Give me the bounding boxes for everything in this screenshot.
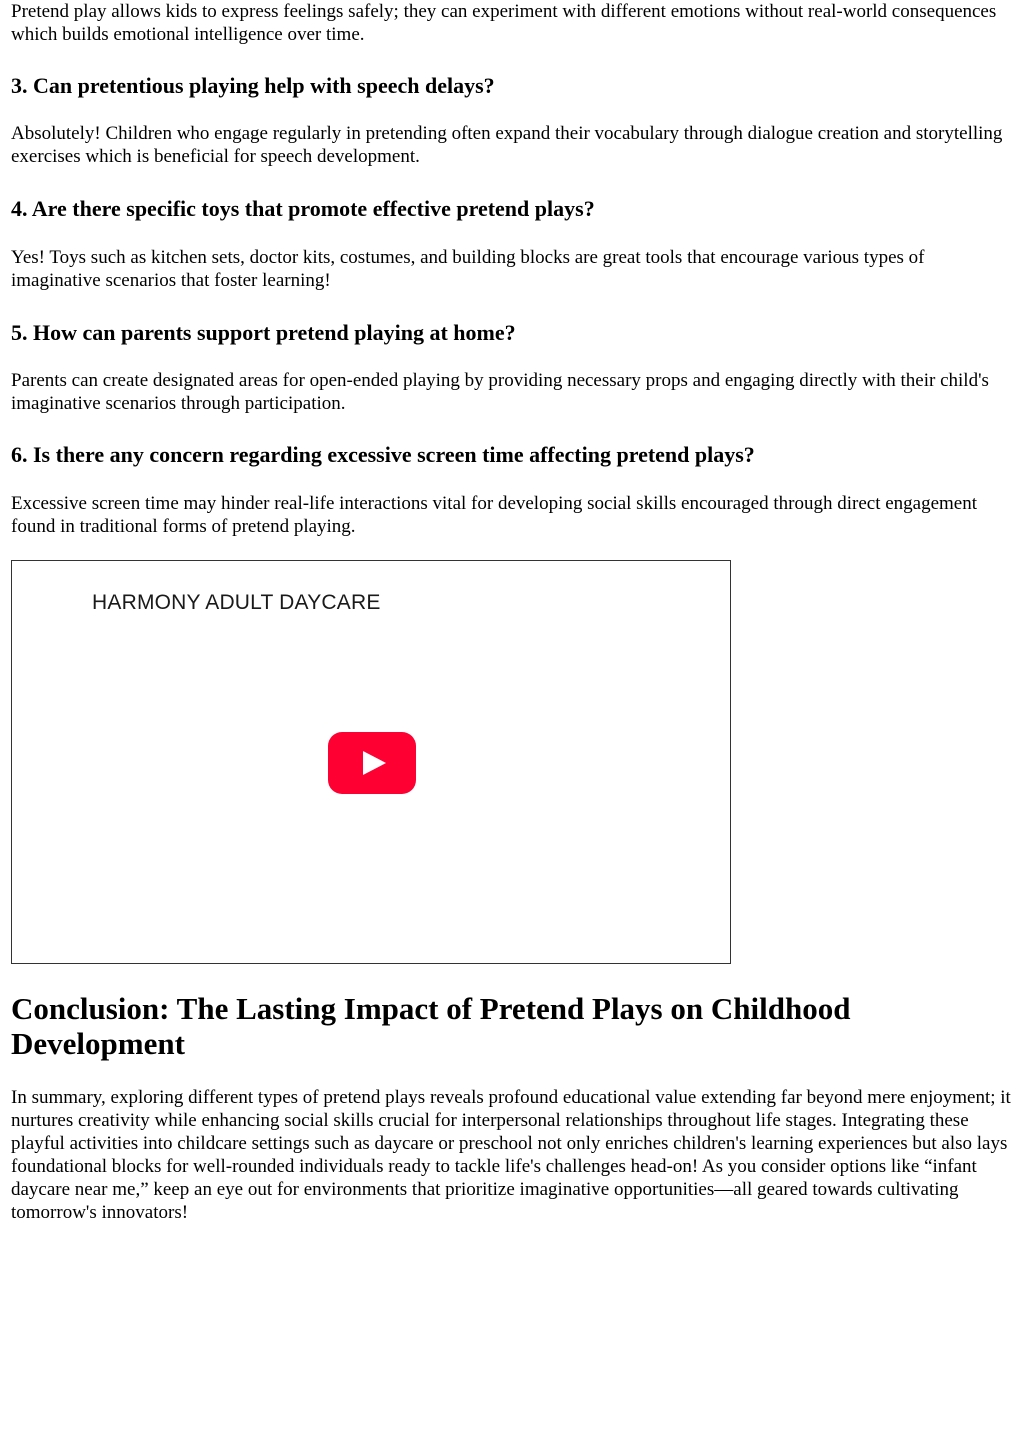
faq-question-4: 4. Are there specific toys that promote effective pretend plays? — [11, 196, 595, 221]
conclusion-heading: Conclusion: The Lasting Impact of Pretend Plays on Childhood Development — [11, 991, 851, 1061]
faq-answer-3: Absolutely! Children who engage regularly in pretending often expand their vocabulary through dialogue creation and storytelling exercises which is beneficial for speech development. — [11, 123, 1003, 167]
faq-question-5: 5. How can parents support pretend playing at home? — [11, 320, 516, 345]
conclusion-body: In summary, exploring different types of pretend plays reveals profound educational value extending far beyond mere enjoyment; it nurtures creativity while enhancing social skills crucial for interpersonal relationships throughout life stages. Integrating these playful activities into childcare settings such as daycare or preschool not only enriches children's learning experiences but also lays foundational blocks for well-rounded individuals ready to tackle life's challenges head-on! As you consider options like “infant daycare near me,” keep an eye out for environments that prioritize imaginative opportunities—all geared towards cultivating tomorrow's innovators! — [11, 1087, 1011, 1223]
faq-question-6: 6. Is there any concern regarding excessive screen time affecting pretend plays? — [11, 442, 755, 467]
embedded-video-player[interactable] — [11, 560, 731, 964]
faq-question-3: 3. Can pretentious playing help with speech delays? — [11, 73, 495, 98]
faq-answer-6: Excessive screen time may hinder real-life interactions vital for developing social skills encouraged through direct engagement found in traditional forms of pretend playing. — [11, 493, 978, 537]
video-title[interactable]: HARMONY ADULT DAYCARE — [92, 591, 381, 614]
faq-intro-answer: Pretend play allows kids to express feelings safely; they can experiment with different emotions without real-world consequences which builds emotional intelligence over time. — [11, 1, 997, 45]
faq-answer-4: Yes! Toys such as kitchen sets, doctor kits, costumes, and building blocks are great tools that encourage various types of imaginative scenarios that foster learning! — [11, 247, 925, 291]
faq-answer-5: Parents can create designated areas for open-ended playing by providing necessary props and engaging directly with their child's imaginative scenarios through participation. — [11, 370, 989, 414]
youtube-play-icon[interactable] — [328, 732, 416, 794]
